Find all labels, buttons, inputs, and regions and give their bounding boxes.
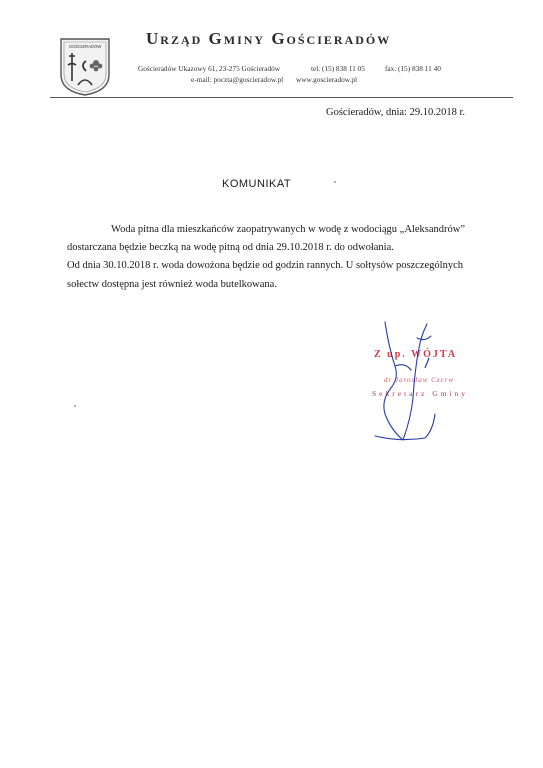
office-fax: fax. (15) 838 11 40 — [385, 64, 441, 73]
handwritten-signature — [355, 318, 445, 448]
stamp-authority-line: Z up. WÓJTA — [374, 349, 458, 360]
office-phone: tel. (15) 838 11 05 — [311, 64, 365, 73]
body-line: Woda pitna dla mieszkańców zaopatrywanych w wodę z wodociągu „Aleksandrów” — [111, 224, 465, 235]
scan-speck — [334, 181, 336, 183]
office-address: Gościeradów Ukazowy 61, 23-275 Gościeradów — [138, 64, 281, 73]
office-website: www.goscieradow.pl — [296, 75, 358, 84]
office-name-title: Urząd Gminy Gościeradów — [146, 29, 392, 48]
body-line: Od dnia 30.10.2018 r. woda dowożona będzie od godzin rannych. U sołtysów poszczególnych — [67, 260, 463, 271]
coat-of-arms-logo — [58, 35, 112, 97]
announcement-heading: KOMUNIKAT — [222, 178, 292, 190]
body-line: sołectw dostępna jest również woda butelkowana. — [67, 279, 277, 290]
letterhead-divider — [50, 97, 513, 98]
svg-text:GOŚCIERADÓW: GOŚCIERADÓW — [68, 44, 102, 49]
office-email: e-mail: poczta@goscieradow.pl — [191, 75, 284, 84]
stamp-role-line: Sekretarz Gminy — [372, 389, 469, 398]
scan-speck — [74, 405, 76, 407]
stamp-name-line: dr Jarosław Czerw — [384, 376, 455, 384]
body-line: dostarczana będzie beczką na wodę pitną od dnia 29.10.2018 r. do odwołania. — [67, 242, 394, 253]
place-and-date: Gościeradów, dnia: 29.10.2018 r. — [326, 107, 466, 118]
